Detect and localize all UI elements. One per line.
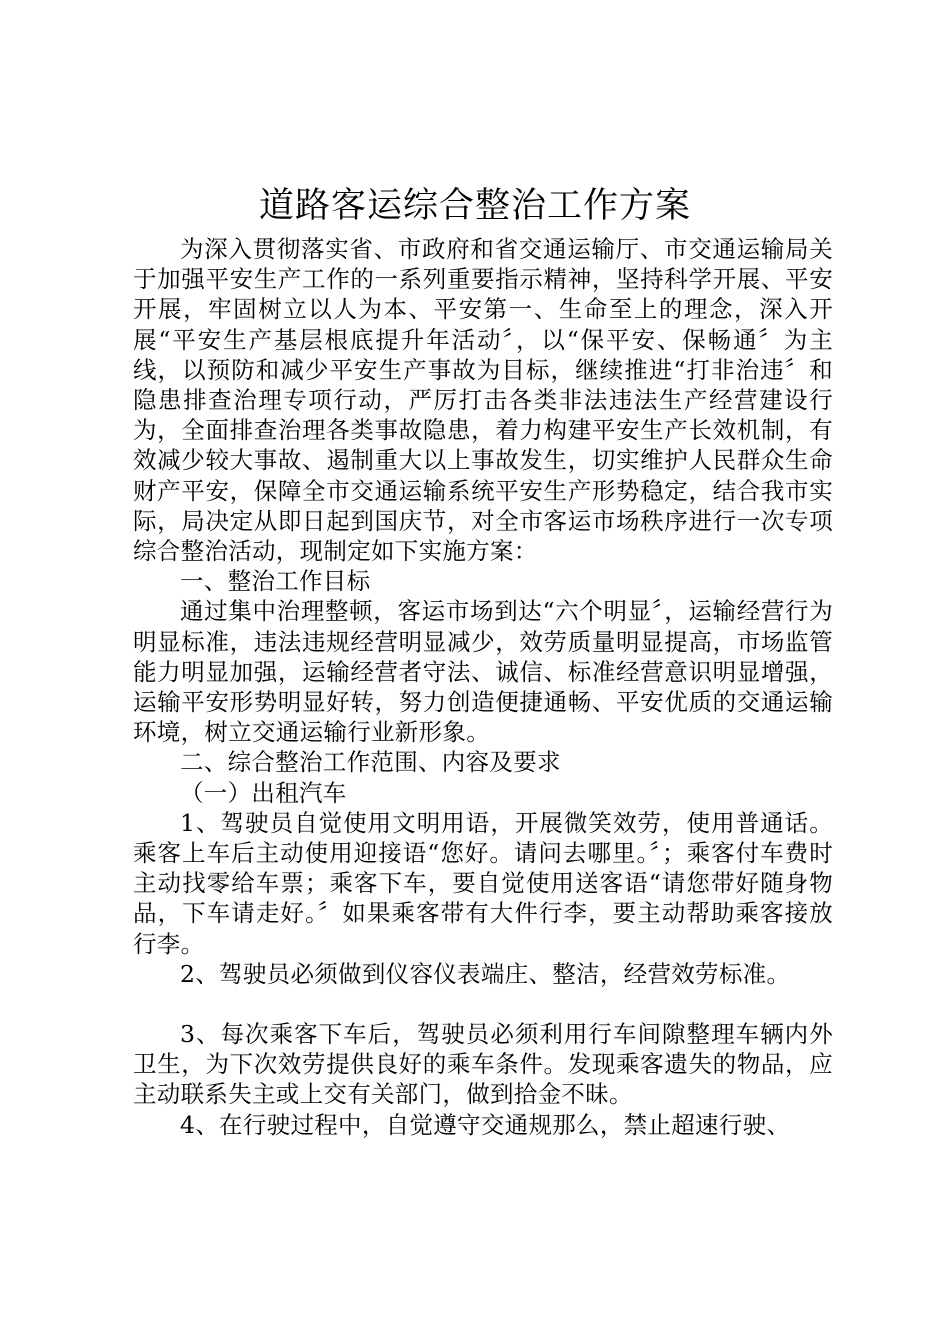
paragraph-intro: 为深入贯彻落实省、市政府和省交通运输厅、市交通运输局关于加强平安生产工作的一系列重要指示精神，坚持科学开展、平安开展，牢固树立以人为本、平安第一、生命至上的理念，深入开展“平安生产基层根底提升年活动〞，以“保平安、保畅通〞为主线，以预防和减少平安生产事故为目标，继续推进“打非治违〞和隐患排查治理专项行动，严厉打击各类非法违法生产经营建设行为，全面排查治理各类事故隐患，着力构建平安生产长效机制，有效减少较大事故、遏制重大以上事故发生，切实维护人民群众生命财产平安，保障全市交通运输系统平安生产形势稳定，结合我市实际，局决定从即日起到国庆节，对全市客运市场秩序进行一次专项综合整治活动，现制定如下实施方案：: [133, 235, 833, 566]
document-body: [133, 234, 833, 1140]
paragraph-item-3: 3、每次乘客下车后，驾驶员必须利用行车间隙整理车辆内外卫生，为下次效劳提供良好的乘车条件。发现乘客遗失的物品，应主动联系失主或上交有关部门，做到拾金不昧。: [133, 1020, 833, 1109]
subheading-taxi: （一）出租汽车: [180, 778, 347, 807]
paragraph-item-4: 4、在行驶过程中，自觉遵守交通规那么，禁止超速行驶、: [180, 1110, 791, 1139]
paragraph-item-1: 1、驾驶员自觉使用文明用语，开展微笑效劳，使用普通话。乘客上车后主动使用迎接语“您好。请问去哪里。〞；乘客付车费时主动找零给车票；乘客下车，要自觉使用送客语“请您带好随身物品，下车请走好。〞如果乘客带有大件行李，要主动帮助乘客接放行李。: [133, 808, 833, 958]
document-title: 道路客运综合整治工作方案: [258, 186, 691, 226]
paragraph-goals: 通过集中治理整顿，客运市场到达“六个明显〞，运输经营行为明显标准，违法违规经营明显减少，效劳质量明显提高，市场监管能力明显加强，运输经营者守法、诚信、标准经营意识明显增强，运输平安形势明显好转，努力创造便捷通畅、平安优质的交通运输环境，树立交通运输行业新形象。: [133, 597, 833, 747]
heading-section-1: 一、整治工作目标: [180, 567, 371, 596]
paragraph-item-2: 2、驾驶员必须做到仪容仪表端庄、整洁，经营效劳标准。: [180, 959, 791, 988]
heading-section-2: 二、综合整治工作范围、内容及要求: [180, 748, 561, 777]
